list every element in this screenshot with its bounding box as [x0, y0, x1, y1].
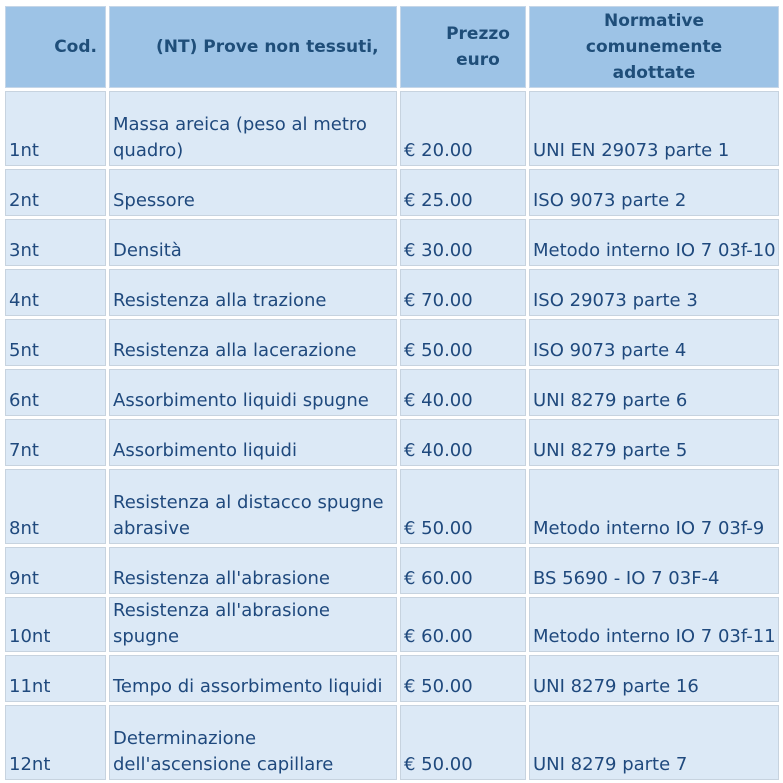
cell-test-name: Massa areica (peso al metro quadro)	[109, 91, 397, 166]
cell-code: 2nt	[5, 169, 106, 216]
cell-standard: Metodo interno IO 7 03f-10	[529, 219, 779, 266]
cell-test-name: Determinazione dell'ascensione capillare	[109, 705, 397, 780]
table-row	[5, 469, 779, 544]
cell-code: 11nt	[5, 655, 106, 702]
cell-price: € 60.00	[400, 547, 526, 594]
cell-price: € 60.00	[400, 597, 526, 652]
cell-test-name: Assorbimento liquidi spugne	[109, 369, 397, 416]
cell-code: 12nt	[5, 705, 106, 780]
header-price	[400, 6, 526, 88]
cell-test-name: Resistenza alla lacerazione	[109, 319, 397, 366]
table-row	[5, 319, 779, 366]
cell-test-name: Densità	[109, 219, 397, 266]
cell-price: € 70.00	[400, 269, 526, 316]
cell-price: € 50.00	[400, 655, 526, 702]
cell-price: € 50.00	[400, 705, 526, 780]
table-body	[5, 91, 779, 780]
cell-code: 7nt	[5, 419, 106, 466]
cell-price: € 50.00	[400, 469, 526, 544]
cell-standard: ISO 9073 parte 4	[529, 319, 779, 366]
cell-code: 3nt	[5, 219, 106, 266]
cell-code: 10nt	[5, 597, 106, 652]
table-row	[5, 419, 779, 466]
cell-standard: BS 5690 - IO 7 03F-4	[529, 547, 779, 594]
table-row	[5, 547, 779, 594]
table-row	[5, 169, 779, 216]
cell-price: € 40.00	[400, 369, 526, 416]
cell-code: 4nt	[5, 269, 106, 316]
cell-standard: Metodo interno IO 7 03f-11	[529, 597, 779, 652]
cell-price: € 25.00	[400, 169, 526, 216]
table-row	[5, 219, 779, 266]
cell-standard: ISO 9073 parte 2	[529, 169, 779, 216]
cell-standard: UNI 8279 parte 7	[529, 705, 779, 780]
table-row	[5, 91, 779, 166]
header-standards-label: Normative comunemente adottate	[585, 11, 723, 83]
table-header-row	[5, 6, 779, 88]
cell-code: 9nt	[5, 547, 106, 594]
price-list-table	[2, 3, 782, 783]
table-row	[5, 597, 779, 652]
cell-code: 8nt	[5, 469, 106, 544]
cell-test-name: Resistenza alla trazione	[109, 269, 397, 316]
cell-price: € 30.00	[400, 219, 526, 266]
cell-standard: UNI 8279 parte 5	[529, 419, 779, 466]
cell-code: 5nt	[5, 319, 106, 366]
table-row	[5, 655, 779, 702]
cell-standard: UNI 8279 parte 6	[529, 369, 779, 416]
header-price-label: Prezzo euro	[446, 24, 510, 70]
cell-price: € 40.00	[400, 419, 526, 466]
cell-test-name: Resistenza all'abrasione spugne	[109, 597, 397, 652]
cell-code: 1nt	[5, 91, 106, 166]
cell-price: € 20.00	[400, 91, 526, 166]
cell-standard: ISO 29073 parte 3	[529, 269, 779, 316]
table-row	[5, 369, 779, 416]
cell-test-name: Tempo di assorbimento liquidi	[109, 655, 397, 702]
header-standards	[529, 6, 779, 88]
header-code: Cod.	[5, 6, 106, 88]
cell-code: 6nt	[5, 369, 106, 416]
cell-standard: UNI 8279 parte 16	[529, 655, 779, 702]
cell-test-name: Spessore	[109, 169, 397, 216]
cell-test-name: Resistenza al distacco spugne abrasive	[109, 469, 397, 544]
table-row	[5, 705, 779, 780]
cell-test-name: Assorbimento liquidi	[109, 419, 397, 466]
cell-test-name: Resistenza all'abrasione	[109, 547, 397, 594]
cell-standard: UNI EN 29073 parte 1	[529, 91, 779, 166]
table-row	[5, 269, 779, 316]
header-test-name: (NT) Prove non tessuti,	[109, 6, 397, 88]
cell-standard: Metodo interno IO 7 03f-9	[529, 469, 779, 544]
cell-price: € 50.00	[400, 319, 526, 366]
